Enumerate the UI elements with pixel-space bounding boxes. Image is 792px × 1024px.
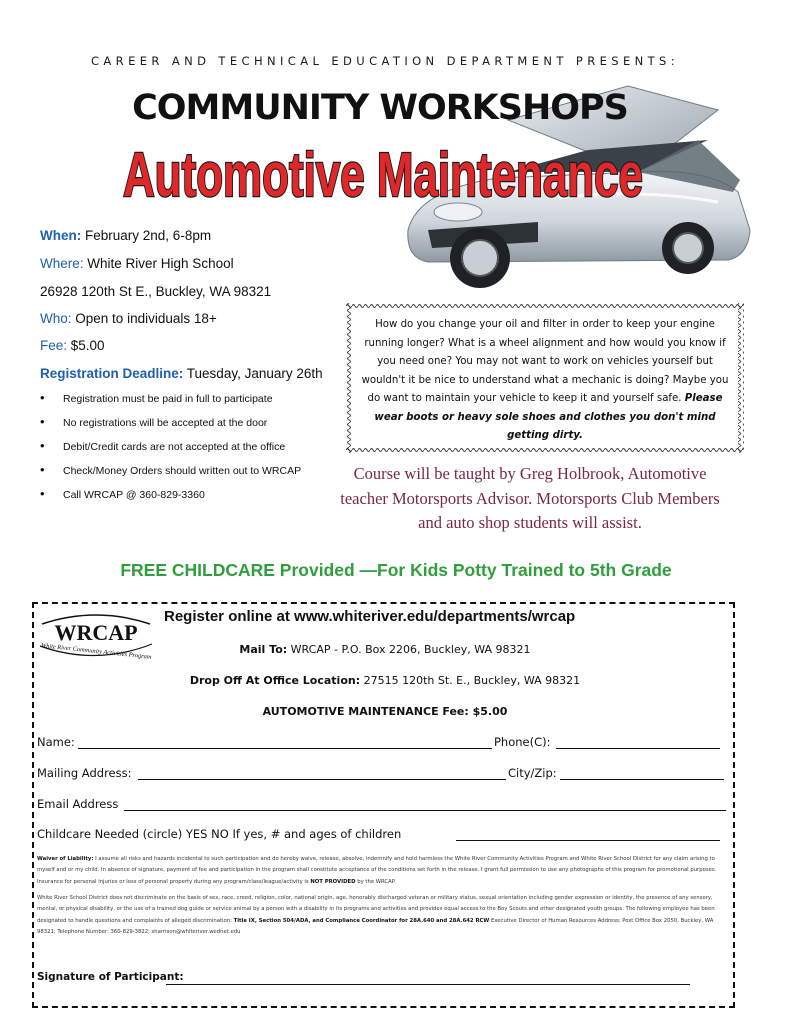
waiver-label: Waiver of Liability: [37,856,94,862]
email-label: Email Address [37,797,119,811]
instructor-note: Course will be taught by Greg Holbrook, Automotive teacher Motorsports Advisor. Motorsports Club Members and auto shop students will assist. [340,464,720,532]
description-body: How do you change your oil and filter in order to keep your engine running longer? What is a wheel alignment and how would you know if you need one? You may not want to work on vehicles yourself but wouldn't it be nice to understand what a mechanic is doing? Maybe you do want to maintain your vehicle to keep it and yourself safe. [361,319,729,404]
city-zip-label: City/Zip: [508,766,557,780]
who-line [40,311,217,326]
waiver-bold: NOT PROVIDED [310,878,356,885]
dropoff-label: Drop Off At Office Location: [189,674,361,687]
nondiscrim-bold: Title IX, Section 504/ADA, and Compliance Coordinator for 28A.640 and 28A.642 RCW [233,917,490,924]
name-field[interactable] [78,748,492,749]
register-online: Register online at www.whiteriver.edu/departments/wrcap [164,608,576,625]
dropoff-line [0,674,770,687]
where-value: White River High School [87,256,234,271]
list-item: • No registrations will be accepted at the door [40,416,340,440]
phone-field[interactable] [556,748,720,749]
fee-line [40,338,105,353]
dropoff-value: 27515 120th St. E., Buckley, WA 98321 [363,674,581,687]
signature-label: Signature of Participant: [37,971,184,983]
waiver-of-liability [37,854,727,888]
workshop-description [354,316,736,446]
phone-label: Phone(C): [494,735,551,749]
department-kicker: CAREER AND TECHNICAL EDUCATION DEPARTMENT PRESENTS: [90,54,680,68]
when-value: February 2nd, 6-8pm [85,228,212,243]
registration-rules [40,392,340,512]
deadline-line [40,366,323,381]
page-title: COMMUNITY WORKSHOPS [132,88,628,128]
waiver-end: by the WRCAP. [357,878,396,885]
nondiscrimination-statement [37,893,727,938]
list-item: • Registration must be paid in full to participate [40,392,340,416]
name-label: Name: [37,735,75,749]
nondiscrim-end: Executive Director of Human Resources Address; Post Office Box 2050, Buckley, WA 98321; Telephone Number: 360-829-3822; sharrison@whiteriver.wednet.edu [37,917,714,935]
registration-form [32,602,735,1008]
where-label: Where: [40,256,84,271]
fee-label: Fee: [40,338,68,353]
form-fee-line: AUTOMOTIVE MAINTENANCE Fee: $5.00 [262,705,508,718]
deadline-value: Tuesday, January 26th [186,366,323,381]
email-field[interactable] [124,810,726,811]
mailing-address-label: Mailing Address: [37,766,132,780]
list-item: • Call WRCAP @ 360-829-3360 [40,488,340,512]
list-item: • Check/Money Orders should written out to WRCAP [40,464,340,488]
nondiscrim-text: White River School District does not discriminate on the basis of sex, race, creed, religion, color, national origin, age, honorably discharged veteran or military status, sexual orientation including gender expression or identity, the presence of any sensory, mental, or physical disability, or the use of a trained dog guide or service animal by a person with a disability in its programs and activities and provides equal access to the Boy Scouts and other designated youth groups. The following employee has been designated to handle questions and complaints of alleged discrimination: [37,895,715,924]
who-label: Who: [40,311,72,326]
where-line [40,256,234,271]
mail-to-line [0,643,770,656]
who-value: Open to individuals 18+ [75,311,217,326]
signature-field[interactable] [166,984,690,985]
deadline-label: Registration Deadline: [40,366,184,381]
mailing-address-field[interactable] [138,779,506,780]
description-emphasis: Please wear boots or heavy sole shoes and clothes you don't mind getting dirty. [374,393,723,441]
fee-value: $5.00 [70,338,105,353]
workshop-subtitle [118,134,648,214]
children-ages-field[interactable] [456,840,720,841]
when-label: When: [40,228,82,243]
logo-subtext: White River Community Activities Program [40,642,152,661]
when-line [40,228,211,243]
workshop-subtitle-text: Automotive Maintenance [123,141,643,210]
list-item: • Debit/Credit cards are not accepted at the office [40,440,340,464]
city-zip-field[interactable] [560,779,724,780]
childcare-banner: FREE CHILDCARE Provided —For Kids Potty Trained to 5th Grade [120,560,672,580]
logo-text: WRCAP [54,620,138,645]
mail-label: Mail To: [239,643,288,656]
childcare-needed-label: Childcare Needed (circle) YES NO If yes, # and ages of children [37,827,402,841]
waiver-text: I assume all risks and hazards incidental to such participation and do hereby waive, release, absolve, indemnify and hold harmless the White River Community Activities Program and White River School District for any claim arising to myself and or my child. In absence of signature, payment of fee and participation in the program shall constitute acceptance of the conditions set forth in the release. I grant full permission to use any photographs of this program for promotional purposes. Insurance for personal injuries or loss of personal property during any program/class/league/activity is [37,856,717,885]
mail-value: WRCAP - P.O. Box 2206, Buckley, WA 98321 [290,643,531,656]
address-line: 26928 120th St E., Buckley, WA 98321 [40,284,272,299]
